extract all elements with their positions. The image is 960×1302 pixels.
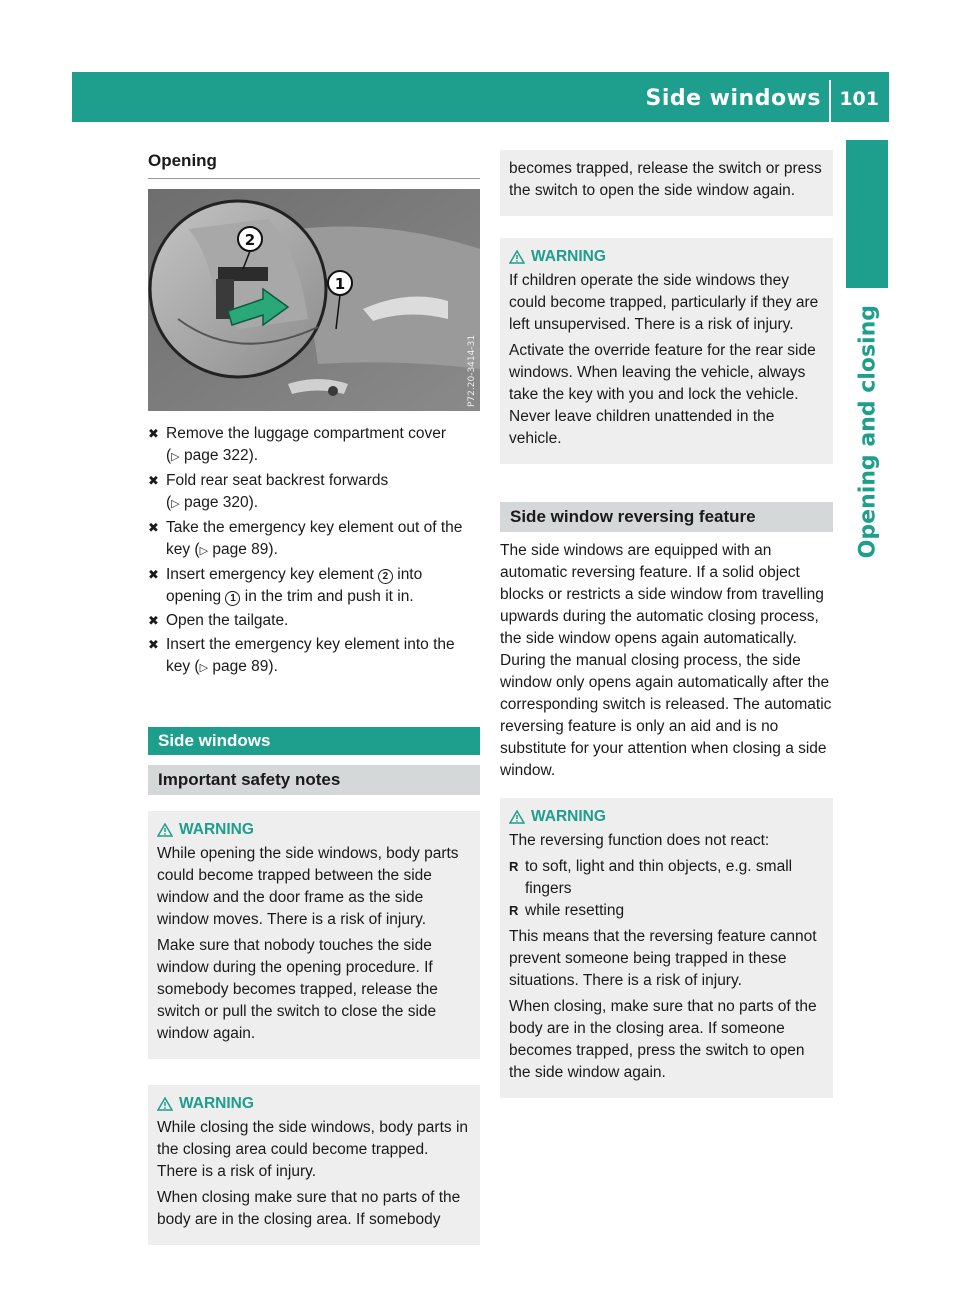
warning-triangle-icon xyxy=(157,1097,173,1111)
step-item: ✖ Take the emergency key element out of the key (▷ page 89). xyxy=(148,519,463,558)
page-header xyxy=(72,72,889,122)
chapter-tab xyxy=(846,140,888,288)
figure-callout-1: 1 xyxy=(334,275,346,293)
step-arrow-icon: ✖ xyxy=(148,567,159,582)
warning-text: If children operate the side windows they could become trapped, particularly if they are left unsupervised. There is a risk of injury. xyxy=(509,272,819,333)
step-item: ✖ Insert emergency key element 2 into opening 1 in the trim and push it in. xyxy=(148,566,423,605)
step-arrow-icon: ✖ xyxy=(148,520,159,535)
step-arrow-icon: ✖ xyxy=(148,613,159,628)
chapter-label xyxy=(845,305,891,605)
opening-illustration xyxy=(148,189,480,411)
step-arrow-icon: ✖ xyxy=(148,473,159,488)
tailgate-illustration xyxy=(148,189,480,411)
list-item: R to soft, light and thin objects, e.g. small fingers xyxy=(509,856,824,900)
section-band-side-windows: Side windows xyxy=(148,727,480,755)
header-separator xyxy=(829,80,831,122)
section-heading-opening: Opening xyxy=(148,150,480,179)
chapter-label-text: Opening and closing xyxy=(855,305,881,559)
page-number: 101 xyxy=(839,88,879,110)
page-ref-arrow-icon: ▷ xyxy=(171,498,180,510)
warning-triangle-icon xyxy=(157,823,173,837)
page-ref-arrow-icon: ▷ xyxy=(171,451,180,463)
warning-text: When closing, make sure that no parts of the body are in the closing area. If someone becomes trapped, press the switch to open the side window again. xyxy=(509,998,817,1081)
figure-callout-2: 2 xyxy=(244,231,256,249)
list-item: R while resetting xyxy=(509,900,824,922)
figure-code: P72.20-3414-31 xyxy=(467,334,477,407)
warning-heading: WARNING xyxy=(509,246,824,268)
opening-steps xyxy=(148,423,480,679)
subsection-band-safety-notes: Important safety notes xyxy=(148,765,480,795)
warning-triangle-icon xyxy=(509,810,525,824)
header-title: Side windows xyxy=(645,86,821,111)
body-text: The side windows are equipped with an automatic reversing feature. If a solid object blocks or restricts a side window from travelling upwards during the automatic closing process, the side window opens again automatically. During the manual closing process, the side window only opens again automatically after the corresponding switch is released. The automatic reversing feature is only an aid and is no substitute for your attention when closing a side window. xyxy=(500,542,832,779)
reversing-body xyxy=(500,540,833,782)
warning-box xyxy=(148,811,480,1059)
warning-text: becomes trapped, release the switch or press the switch to open the side window again. xyxy=(509,160,822,199)
step-item: ✖ Remove the luggage compartment cover (▷ page 322). xyxy=(148,425,447,464)
step-arrow-icon: ✖ xyxy=(148,426,159,441)
step-item: ✖ Open the tailgate. xyxy=(148,610,480,632)
warning-text: The reversing function does not react: xyxy=(509,832,770,849)
left-column xyxy=(148,150,480,1245)
warning-box-continued xyxy=(500,150,833,216)
warning-heading: WARNING xyxy=(509,806,824,828)
warning-heading: WARNING xyxy=(157,819,471,841)
warning-bullet-list xyxy=(509,856,824,922)
step-item: ✖ Fold rear seat backrest forwards (▷ page 320). xyxy=(148,472,389,511)
warning-text: Make sure that nobody touches the side window during the opening procedure. If somebody becomes trapped, release the switch or pull the switch to close the side window again. xyxy=(157,937,438,1042)
warning-triangle-icon xyxy=(509,250,525,264)
warning-heading: WARNING xyxy=(157,1093,471,1115)
page-ref-arrow-icon: ▷ xyxy=(199,662,209,674)
warning-text: While opening the side windows, body parts could become trapped between the side window and the door frame as the side window moves. There is a risk of injury. xyxy=(157,845,459,928)
warning-box xyxy=(500,238,833,464)
warning-text: While closing the side windows, body parts in the closing area could become trapped. There is a risk of injury. xyxy=(157,1119,469,1180)
callout-circle: 2 xyxy=(378,569,393,584)
callout-circle: 1 xyxy=(225,591,240,606)
step-item: ✖ Insert the emergency key element into the key (▷ page 89). xyxy=(148,636,455,675)
right-column xyxy=(500,150,833,1098)
page-ref-arrow-icon: ▷ xyxy=(199,545,209,557)
warning-text: When closing make sure that no parts of the body are in the closing area. If somebody xyxy=(157,1189,461,1228)
warning-box xyxy=(148,1085,480,1245)
step-arrow-icon: ✖ xyxy=(148,637,159,652)
warning-box xyxy=(500,798,833,1098)
warning-text: Activate the override feature for the rear side windows. When leaving the vehicle, always take the key with you and lock the vehicle. Never leave children unattended in the vehicle. xyxy=(509,342,816,447)
subsection-band-reversing-feature: Side window reversing feature xyxy=(500,502,833,532)
warning-text: This means that the reversing feature cannot prevent someone being trapped in these situations. There is a risk of injury. xyxy=(509,928,817,989)
